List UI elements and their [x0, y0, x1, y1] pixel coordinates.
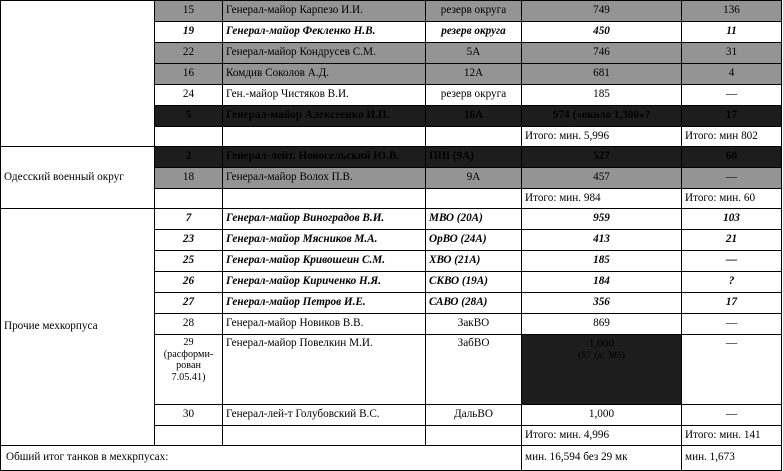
new-tanks-count-cell: —	[682, 335, 782, 405]
tanks-count-cell: 527	[522, 147, 682, 168]
subordination-cell: 12А	[426, 64, 522, 85]
commander-name-cell: Ген.-майор Чистяков В.И.	[223, 85, 426, 106]
corps-number-cell: 7	[155, 209, 223, 230]
subordination-cell: ОрВО (24А)	[426, 230, 522, 251]
table-row	[1, 1, 782, 22]
new-tanks-count-cell: 21	[682, 230, 782, 251]
new-tanks-count-cell: 17	[682, 293, 782, 314]
corps-number-cell: 24	[155, 85, 223, 106]
tanks-count-cell: 749	[522, 1, 682, 22]
table-body	[1, 1, 782, 471]
tanks-count-cell	[522, 335, 682, 405]
table-row	[1, 209, 782, 230]
commander-name-cell: Генерал-майор Кондрусев С.М.	[223, 43, 426, 64]
corps-number-cell	[155, 426, 223, 446]
tanks-count-cell: 184	[522, 272, 682, 293]
grand-total-row	[1, 446, 782, 471]
tanks-count-cell: 185	[522, 85, 682, 106]
subordination-cell	[426, 189, 522, 209]
corps-number-cell: 18	[155, 168, 223, 189]
tanks-count-cell: 356	[522, 293, 682, 314]
new-tanks-count-cell: 136	[682, 1, 782, 22]
corps-number-cell: 28	[155, 314, 223, 335]
subordination-cell: резерв округа	[426, 22, 522, 43]
grand-total-new-tanks: мин. 1,673	[682, 446, 782, 471]
new-tanks-subtotal-cell: Итого: мин 802	[682, 127, 782, 147]
tanks-subtotal-cell: Итого: мин. 984	[522, 189, 682, 209]
group-spacer-cell	[1, 1, 155, 147]
subordination-cell	[426, 426, 522, 446]
corps-number-cell	[155, 189, 223, 209]
tanks-count-value: 1,000	[588, 338, 615, 350]
subordination-cell: 9А	[426, 168, 522, 189]
tanks-count-cell: 457	[522, 168, 682, 189]
grand-total-tanks: мин. 16,594 без 29 мк	[522, 446, 682, 471]
tanks-count-cell: 185	[522, 251, 682, 272]
new-tanks-count-cell: 103	[682, 209, 782, 230]
commander-name-cell: Генерал-майор Волох П.В.	[223, 168, 426, 189]
corps-number-cell: 15	[155, 1, 223, 22]
corps-number-cell: 23	[155, 230, 223, 251]
subordination-cell: ЗабВО	[426, 335, 522, 405]
subordination-cell: 5А	[426, 43, 522, 64]
military-district-group-label: Прочие мехкорпуса	[1, 209, 155, 446]
subordination-cell: резерв округа	[426, 1, 522, 22]
commander-name-cell: Генерал-майор Мясников М.А.	[223, 230, 426, 251]
corps-number-cell: 19	[155, 22, 223, 43]
subordination-cell: ПШ (9А)	[426, 147, 522, 168]
subordination-cell: ДальВО	[426, 405, 522, 426]
commander-name-cell: Генерал-майор Алексеенко И.П.	[223, 106, 426, 127]
corps-number-cell: 5	[155, 106, 223, 127]
military-district-group-label: Одесский военный округ	[1, 147, 155, 209]
commander-name-cell: Генерал-майор Новиков В.В.	[223, 314, 426, 335]
new-tanks-subtotal-cell: Итого: мин. 60	[682, 189, 782, 209]
commander-name-cell: Комдив Соколов А.Д.	[223, 64, 426, 85]
new-tanks-count-cell: 60	[682, 147, 782, 168]
new-tanks-count-cell: 11	[682, 22, 782, 43]
corps-number-cell: 27	[155, 293, 223, 314]
corps-number-cell	[155, 127, 223, 147]
tanks-count-cell: 746	[522, 43, 682, 64]
subordination-cell: ХВО (21А)	[426, 251, 522, 272]
new-tanks-count-cell: 17	[682, 106, 782, 127]
commander-name-cell: Генерал-майор Карпезо И.И.	[223, 1, 426, 22]
subordination-cell: СКВО (19А)	[426, 272, 522, 293]
tanks-count-cell: 413	[522, 230, 682, 251]
new-tanks-count-cell: 31	[682, 43, 782, 64]
tanks-count-cell: 869	[522, 314, 682, 335]
tanks-subtotal-cell: Итого: мин. 5,996	[522, 127, 682, 147]
subordination-cell: МВО (20А)	[426, 209, 522, 230]
tanks-count-cell: 450	[522, 22, 682, 43]
corps-number-cell: 30	[155, 405, 223, 426]
corps-number-cell: 16	[155, 64, 223, 85]
tanks-count-cell: 959	[522, 209, 682, 230]
corps-number-cell: 26	[155, 272, 223, 293]
commander-name-cell: Генерал-майор Виноградов В.И.	[223, 209, 426, 230]
subordination-cell: САВО (28А)	[426, 293, 522, 314]
subordination-cell	[426, 127, 522, 147]
commander-name-cell: Генерал-майор Фекленко Н.В.	[223, 22, 426, 43]
new-tanks-count-cell: —	[682, 168, 782, 189]
commander-name-cell: Генерал-майор Повелкин М.И.	[223, 335, 426, 405]
subordination-cell: 16А	[426, 106, 522, 127]
commander-name-cell	[223, 189, 426, 209]
tanks-count-cell: 1,000	[522, 405, 682, 426]
new-tanks-count-cell: 4	[682, 64, 782, 85]
tanks-count-cell: 681	[522, 64, 682, 85]
new-tanks-subtotal-cell: Итого: мин. 141	[682, 426, 782, 446]
commander-name-cell	[223, 426, 426, 446]
commander-name-cell: Генерал-майор Кривошеин С.М.	[223, 251, 426, 272]
corps-number-cell: 2	[155, 147, 223, 168]
new-tanks-count-cell: ?	[682, 272, 782, 293]
corps-number-cell: 22	[155, 43, 223, 64]
new-tanks-count-cell: —	[682, 251, 782, 272]
commander-name-cell: Генерал-лей-т Голубовский В.С.	[223, 405, 426, 426]
table-row	[1, 147, 782, 168]
commander-name-cell: Генерал-лейт. Новосельский Ю.В.	[223, 147, 426, 168]
subordination-cell: резерв округа	[426, 85, 522, 106]
commander-name-cell: Генерал-майор Петров И.Е.	[223, 293, 426, 314]
commander-name-cell	[223, 127, 426, 147]
new-tanks-count-cell: —	[682, 405, 782, 426]
grand-total-label: Обший итог танков в мехкрпусах:	[1, 446, 522, 471]
new-tanks-count-cell: —	[682, 314, 782, 335]
corps-number-cell: 29 (расформи- рован 7.05.41)	[155, 335, 223, 405]
tanks-count-note: (57 тд; 385)	[578, 349, 625, 361]
new-tanks-count-cell: —	[682, 85, 782, 106]
commander-name-cell: Генерал-майор Кириченко Н.Я.	[223, 272, 426, 293]
corps-number-cell: 25	[155, 251, 223, 272]
tanks-subtotal-cell: Итого: мин. 4,996	[522, 426, 682, 446]
tanks-count-cell: 974 («около 1,300»?	[522, 106, 682, 127]
subordination-cell: ЗакВО	[426, 314, 522, 335]
